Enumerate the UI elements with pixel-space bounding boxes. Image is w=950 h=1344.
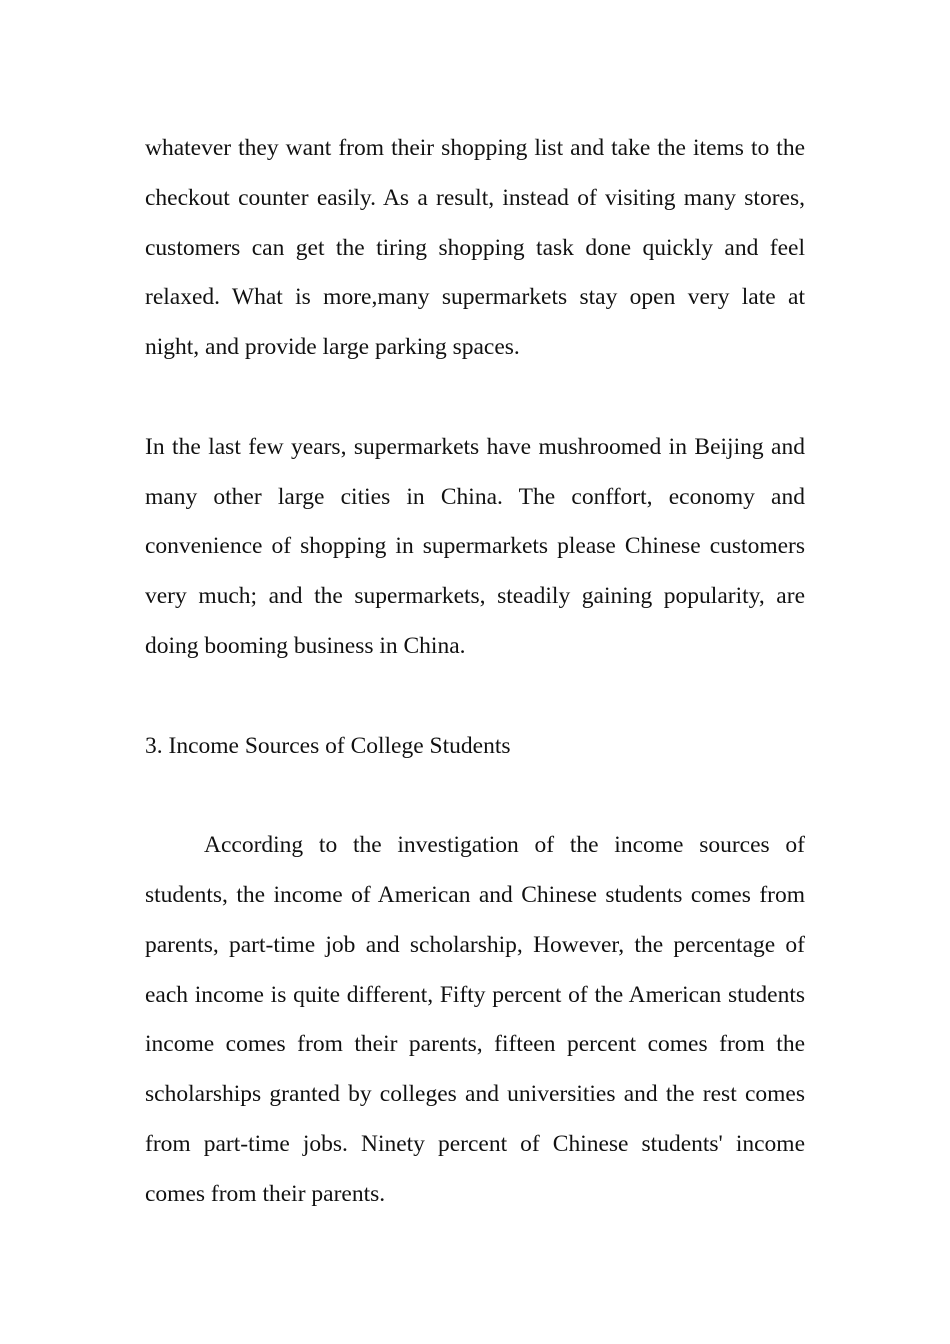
document-body: [145, 124, 805, 1220]
section-heading: 3. Income Sources of College Students: [145, 732, 511, 759]
paragraph-income-sources: According to the investigation of the income sources of students, the income of American and Chinese students comes from parents, part-time job and scholarship, However, the percentage of each income is quite different, Fifty percent of the American students income comes from their parents, fifteen percent comes from the scholarships granted by colleges and universities and the rest comes from part-time jobs. Ninety percent of Chinese students' income comes from their parents.: [145, 832, 805, 1207]
paragraph-supermarket-convenience: whatever they want from their shopping list and take the items to the checkout counter easily. As a result, instead of visiting many stores, customers can get the tiring shopping task done quickly and feel relaxed. What is more,many supermarkets stay open very late at night, and provide large parking spaces.: [145, 135, 805, 361]
paragraph-spacer: [145, 771, 805, 821]
paragraph-spacer: [145, 373, 805, 423]
paragraph-supermarket-growth: In the last few years, supermarkets have mushroomed in Beijing and many other large cities in China. The conffort, economy and convenience of shopping in supermarkets please Chinese customers very much; and the supermarkets, steadily gaining popularity, are doing booming business in China.: [145, 433, 805, 659]
paragraph-spacer: [145, 672, 805, 722]
